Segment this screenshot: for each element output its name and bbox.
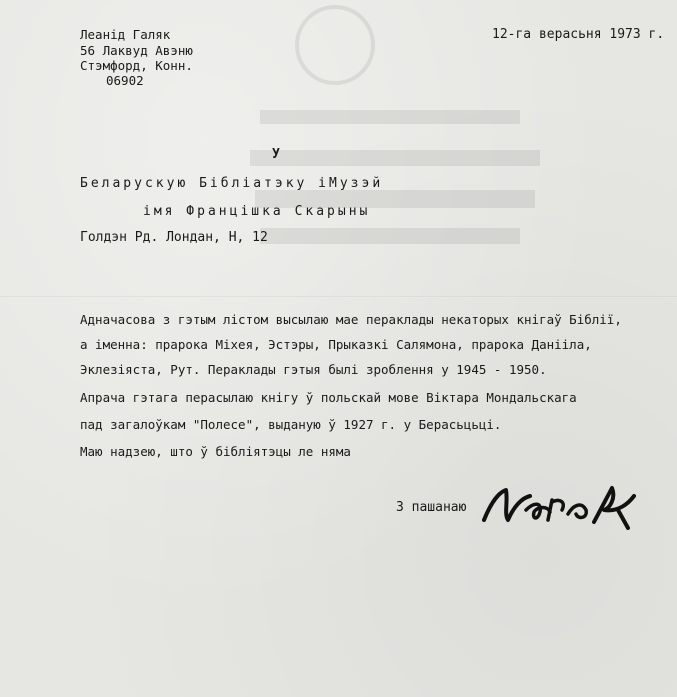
sender-city: Стэмфорд, Конн. (80, 58, 193, 73)
paper-fold-line (0, 296, 677, 298)
body-line: пад загалоўкам "Полесе", выданую ў 1927 г. у Берасьцьці. (80, 417, 502, 432)
recipient-address: Голдэн Рд. Лондан, Н, 12 (80, 230, 268, 245)
sender-street: 56 Лаквуд Авэню (80, 43, 193, 58)
body-line: Эклезіяста, Рут. Пераклады гэтыя былі зроблення у 1945 - 1950. (80, 362, 547, 377)
letter-date: 12-га верасьня 1973 г. (492, 27, 665, 42)
recipient-line2: імя Францішка Скарыны (143, 204, 371, 219)
body-line: Апрача гэтага перасылаю кнігу ў польскай мове Віктара Мондальскага (80, 390, 577, 405)
closing-text: З пашанаю (396, 500, 467, 515)
sender-zip: 06902 (106, 73, 144, 88)
sender-name: Леанід Галяк (80, 27, 171, 42)
recipient-line1: Беларускую Бібліатэку іМузэй (80, 176, 384, 191)
handwritten-signature (478, 480, 648, 530)
body-line: Адначасова з гэтым лістом высылаю мае пераклады некаторых кнігаў Біблії, (80, 312, 622, 327)
body-line: Маю надзею, што ў бібліятэцы ле няма (80, 444, 351, 459)
recipient-to: У (272, 147, 280, 162)
body-line: а іменна: прарока Міхея, Эстэры, Прыказкі Салямона, прарока Данііла, (80, 337, 592, 352)
